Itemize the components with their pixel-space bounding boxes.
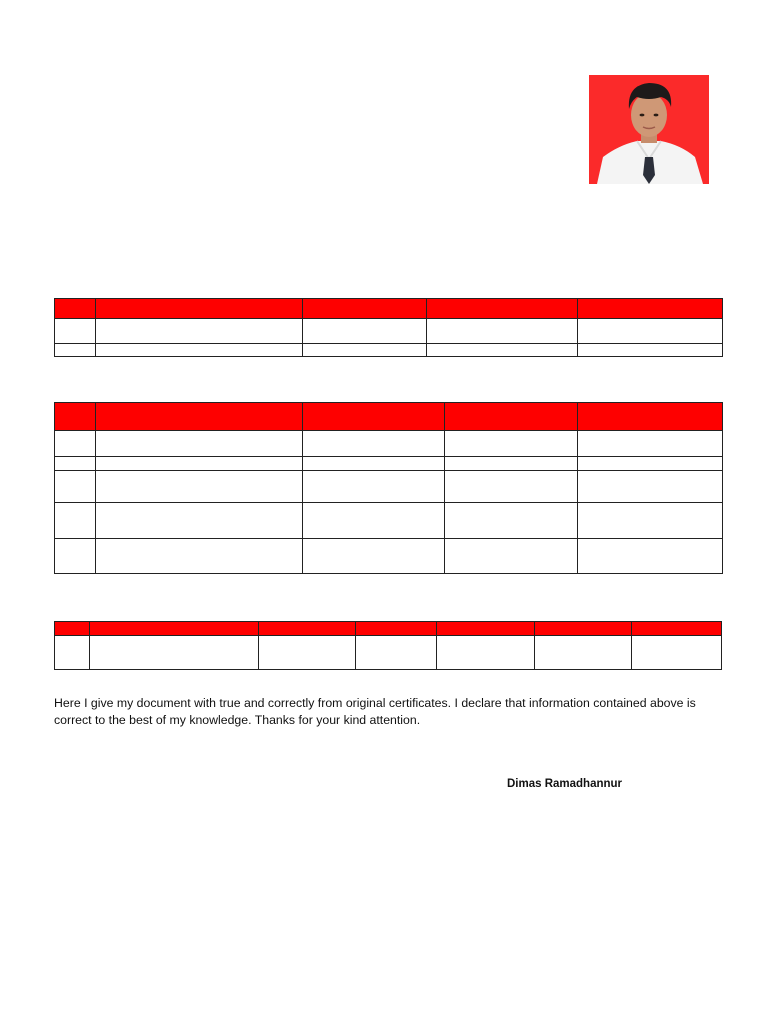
table-cell [96,319,303,344]
table-cell [427,319,578,344]
table-cell [445,431,578,457]
table-cell [303,539,445,574]
table-row [55,539,723,574]
table-1 [54,298,723,357]
table-row [55,344,723,357]
header-cell [259,622,356,636]
table-cell [55,344,96,357]
header-cell [445,403,578,431]
table-cell [445,471,578,503]
table-cell [578,503,723,539]
table-cell [445,503,578,539]
header-cell [303,403,445,431]
table-cell [90,636,259,670]
table-cell [578,539,723,574]
table-cell [578,319,723,344]
table-row [55,319,723,344]
table-row [55,636,722,670]
header-cell [55,403,96,431]
table-cell [578,471,723,503]
table-cell [578,431,723,457]
header-cell [356,622,436,636]
table-3 [54,621,722,670]
table-row [55,503,723,539]
table-row [55,431,723,457]
table-cell [55,503,96,539]
table-row [55,471,723,503]
table-cell [96,539,303,574]
header-cell [578,299,723,319]
header-cell [55,299,96,319]
signature-name: Dimas Ramadhannur [507,778,623,790]
table-cell [427,344,578,357]
table-cell [259,636,356,670]
header-cell [631,622,721,636]
table-cell [55,471,96,503]
declaration-text: Here I give my document with true and correctly from original certificates. I declare that information contained above is correct to the best of my knowledge. Thanks for your kind attention. [54,696,696,728]
header-cell [427,299,578,319]
header-cell [96,403,303,431]
table-cell [55,636,90,670]
table-header-row [55,403,723,431]
header-cell [96,299,303,319]
table-cell [578,457,723,471]
profile-photo [589,75,709,184]
header-cell [578,403,723,431]
table-cell [445,457,578,471]
header-cell [534,622,631,636]
person-portrait-icon [589,75,709,184]
table-cell [303,457,445,471]
table-cell [55,431,96,457]
table-row [55,457,723,471]
table-header-row [55,299,723,319]
table-cell [303,431,445,457]
table-cell [356,636,436,670]
table-cell [445,539,578,574]
table-cell [96,457,303,471]
header-cell [436,622,534,636]
table-cell [436,636,534,670]
table-cell [578,344,723,357]
table-cell [96,471,303,503]
table-cell [55,319,96,344]
table-cell [303,344,427,357]
table-cell [303,319,427,344]
header-cell [90,622,259,636]
table-cell [303,471,445,503]
table-cell [96,503,303,539]
table-cell [303,503,445,539]
table-cell [534,636,631,670]
header-cell [303,299,427,319]
table-cell [631,636,721,670]
table-cell [96,431,303,457]
table-cell [96,344,303,357]
table-cell [55,457,96,471]
table-header-row [55,622,722,636]
header-cell [55,622,90,636]
table-cell [55,539,96,574]
table-2 [54,402,723,574]
